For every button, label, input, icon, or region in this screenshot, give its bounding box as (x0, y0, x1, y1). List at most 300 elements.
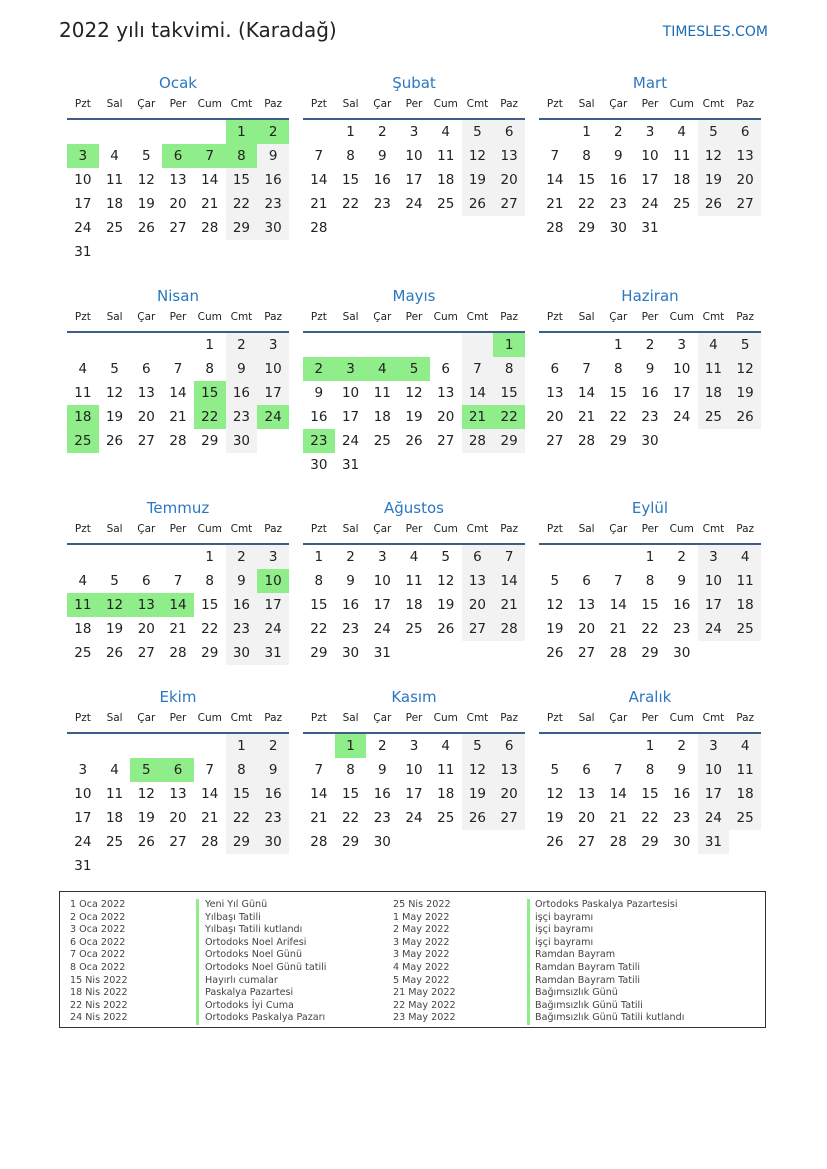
day-cell: 2 (677, 738, 686, 754)
weekday-header (539, 94, 761, 120)
legend-date: 7 Oca 2022 (70, 949, 126, 961)
day-cell: 14 (462, 381, 494, 405)
day-cell: 2 (226, 333, 258, 357)
day-cell: 15 (341, 172, 360, 188)
day-cell: 24 (673, 409, 691, 425)
day-cell: 7 (493, 545, 525, 569)
day-cell: 28 (462, 429, 494, 453)
legend-date: 22 Nis 2022 (70, 999, 128, 1011)
day-cell: 7 (194, 144, 226, 168)
day-cell: 22 (609, 409, 627, 425)
day-cell: 30 (226, 641, 258, 665)
legend-holiday-name: Yılbaşı Tatili (205, 911, 261, 923)
day-cell: 19 (105, 409, 124, 425)
legend-dates-right (393, 899, 456, 1025)
legend-holiday-name: Ortodoks Noel Arifesi (205, 936, 307, 948)
day-cell: 22 (226, 806, 258, 830)
day-cell: 17 (373, 597, 391, 613)
empty-cell (194, 854, 226, 878)
weekday-label: Paz (264, 712, 283, 724)
day-cell: 6 (162, 758, 194, 782)
weekday-label: Paz (736, 712, 755, 724)
day-cell: 24 (641, 196, 659, 212)
day-cell: 3 (67, 144, 99, 168)
day-cell: 30 (673, 645, 691, 661)
empty-cell (67, 333, 99, 357)
weekday-label: Paz (736, 311, 755, 323)
day-cell: 18 (105, 810, 124, 826)
day-cell: 1 (335, 734, 367, 758)
day-cell: 11 (729, 758, 761, 782)
day-cell: 20 (546, 409, 564, 425)
day-cell: 26 (546, 834, 564, 850)
day-grid (67, 333, 289, 453)
day-cell: 20 (493, 782, 525, 806)
site-link[interactable]: TIMESLES.COM (662, 24, 768, 40)
empty-cell (130, 120, 162, 144)
empty-cell (130, 240, 162, 264)
day-cell: 10 (698, 569, 730, 593)
empty-cell (430, 830, 462, 854)
weekday-label: Cmt (230, 98, 253, 110)
weekday-label: Pzt (546, 98, 563, 110)
day-cell: 20 (729, 168, 761, 192)
day-cell: 23 (673, 810, 691, 826)
legend-date: 2 Oca 2022 (70, 911, 126, 923)
weekday-label: Per (405, 712, 423, 724)
day-cell: 31 (74, 858, 92, 874)
day-cell: 31 (641, 220, 659, 236)
weekday-label: Çar (137, 98, 156, 110)
day-cell: 5 (398, 357, 430, 381)
month-block (539, 497, 761, 665)
day-cell: 9 (346, 573, 355, 589)
day-cell: 28 (546, 220, 564, 236)
empty-cell (462, 453, 494, 477)
day-cell: 19 (405, 409, 423, 425)
day-cell: 25 (373, 433, 391, 449)
legend-date: 4 May 2022 (393, 961, 450, 973)
month-name: Mart (632, 74, 668, 92)
day-cell: 28 (609, 834, 627, 850)
day-cell: 11 (673, 148, 691, 164)
day-cell: 28 (310, 834, 328, 850)
day-cell: 3 (78, 762, 88, 778)
day-grid (303, 734, 525, 854)
day-cell: 27 (462, 617, 494, 641)
day-cell: 5 (110, 361, 119, 377)
day-cell: 30 (257, 830, 289, 854)
day-cell: 20 (493, 168, 525, 192)
weekday-label: Paz (500, 712, 519, 724)
day-cell: 22 (341, 196, 360, 212)
day-cell: 21 (310, 810, 328, 826)
day-cell: 16 (341, 597, 360, 613)
month-block (303, 497, 525, 665)
legend-date: 25 Nis 2022 (393, 899, 451, 910)
weekday-label: Çar (373, 311, 392, 323)
day-cell: 2 (377, 124, 387, 140)
weekday-label: Per (641, 712, 659, 724)
day-cell: 10 (341, 385, 360, 401)
day-cell: 18 (373, 409, 391, 425)
legend-date: 3 May 2022 (393, 936, 450, 948)
day-cell: 21 (169, 621, 187, 637)
legend-date: 23 May 2022 (393, 1012, 456, 1024)
weekday-label: Sal (578, 712, 595, 724)
day-cell: 24 (341, 433, 360, 449)
day-cell: 3 (257, 333, 289, 357)
legend-date: 3 Oca 2022 (70, 924, 126, 936)
day-cell: 1 (346, 124, 355, 140)
weekday-label: Paz (264, 523, 283, 535)
weekday-label: Cum (669, 523, 694, 535)
legend-holiday-name: Bağımsızlık Günü Tatili kutlandı (535, 1012, 685, 1024)
day-cell: 21 (169, 409, 187, 425)
empty-cell (602, 734, 634, 758)
day-cell: 7 (173, 361, 183, 377)
empty-cell (226, 854, 258, 878)
day-cell: 23 (257, 806, 289, 830)
day-cell: 26 (405, 433, 423, 449)
empty-cell (571, 734, 603, 758)
empty-cell (162, 120, 194, 144)
day-cell: 27 (137, 645, 155, 661)
day-grid (303, 120, 525, 240)
day-cell: 13 (169, 786, 187, 802)
weekday-header (303, 519, 525, 545)
weekday-header (303, 708, 525, 734)
weekday-label: Sal (342, 311, 359, 323)
day-cell: 17 (341, 409, 360, 425)
weekday-label: Çar (137, 712, 156, 724)
weekday-label: Cum (197, 712, 222, 724)
weekday-label: Sal (578, 311, 595, 323)
empty-cell (162, 734, 194, 758)
day-cell: 6 (462, 545, 494, 569)
legend-date: 22 May 2022 (393, 999, 456, 1011)
day-cell: 5 (462, 120, 494, 144)
day-cell: 19 (137, 196, 155, 212)
empty-cell (698, 216, 730, 240)
month-name: Temmuz (146, 499, 210, 517)
day-cell: 26 (546, 645, 564, 661)
day-cell: 8 (645, 573, 655, 589)
weekday-label: Çar (373, 712, 392, 724)
day-cell: 16 (609, 172, 627, 188)
month-block (539, 686, 761, 854)
day-cell: 11 (405, 573, 423, 589)
day-cell: 11 (67, 593, 99, 617)
weekday-label: Cum (433, 523, 458, 535)
day-cell: 29 (641, 834, 659, 850)
day-cell: 29 (609, 433, 627, 449)
empty-cell (398, 641, 430, 665)
weekday-label: Paz (500, 311, 519, 323)
day-cell: 31 (373, 645, 391, 661)
day-cell: 12 (137, 786, 155, 802)
day-cell: 13 (577, 597, 596, 613)
day-cell: 5 (462, 734, 494, 758)
day-cell: 10 (698, 758, 730, 782)
day-cell: 10 (74, 786, 92, 802)
weekday-label: Çar (373, 98, 392, 110)
day-cell: 30 (310, 457, 328, 473)
day-cell: 24 (257, 405, 289, 429)
day-cell: 2 (377, 738, 387, 754)
day-cell: 16 (226, 593, 258, 617)
day-cell: 23 (257, 192, 289, 216)
day-cell: 11 (373, 385, 391, 401)
empty-cell (666, 429, 698, 453)
day-cell: 16 (226, 381, 258, 405)
day-cell: 25 (437, 810, 455, 826)
day-cell: 25 (405, 621, 423, 637)
weekday-label: Paz (736, 98, 755, 110)
empty-cell (303, 734, 335, 758)
weekday-header (303, 307, 525, 333)
day-cell: 22 (341, 810, 360, 826)
legend-holiday-name: Yeni Yıl Günü (205, 899, 268, 910)
weekday-label: Sal (342, 98, 359, 110)
day-cell: 2 (303, 357, 335, 381)
day-cell: 14 (310, 172, 328, 188)
legend-date: 21 May 2022 (393, 987, 456, 999)
weekday-label: Pzt (74, 523, 91, 535)
empty-cell (729, 216, 761, 240)
day-cell: 7 (582, 361, 591, 377)
empty-cell (162, 854, 194, 878)
empty-cell (257, 429, 289, 453)
day-cell: 3 (698, 734, 730, 758)
day-cell: 7 (205, 762, 214, 778)
day-cell: 26 (698, 192, 730, 216)
legend-date: 18 Nis 2022 (70, 987, 128, 999)
day-cell: 21 (201, 196, 219, 212)
day-cell: 30 (673, 834, 691, 850)
empty-cell (303, 120, 335, 144)
weekday-label: Paz (264, 98, 283, 110)
empty-cell (539, 120, 571, 144)
weekday-label: Cmt (702, 98, 725, 110)
day-cell: 17 (405, 786, 423, 802)
day-cell: 20 (137, 409, 155, 425)
day-cell: 5 (698, 120, 730, 144)
day-cell: 26 (105, 433, 124, 449)
day-cell: 29 (201, 645, 219, 661)
weekday-label: Pzt (74, 311, 91, 323)
legend-dates-left (70, 899, 128, 1025)
empty-cell (194, 734, 226, 758)
legend-holiday-name: Ortodoks Paskalya Pazartesisi (535, 899, 678, 910)
day-cell: 9 (314, 385, 324, 401)
day-cell: 22 (493, 405, 525, 429)
day-cell: 16 (673, 786, 691, 802)
day-cell: 14 (609, 597, 627, 613)
day-cell: 12 (137, 172, 155, 188)
weekday-header (67, 519, 289, 545)
weekday-label: Çar (609, 523, 628, 535)
weekday-label: Sal (342, 523, 359, 535)
day-cell: 1 (205, 337, 214, 353)
day-cell: 29 (310, 645, 328, 661)
day-cell: 31 (341, 457, 360, 473)
day-cell: 4 (441, 124, 450, 140)
day-cell: 12 (437, 573, 455, 589)
empty-cell (398, 333, 430, 357)
empty-cell (729, 641, 761, 665)
day-cell: 17 (405, 172, 423, 188)
day-cell: 24 (74, 220, 92, 236)
day-cell: 25 (729, 806, 761, 830)
day-cell: 17 (74, 810, 92, 826)
weekday-label: Per (405, 523, 423, 535)
day-cell: 24 (405, 196, 423, 212)
day-cell: 26 (137, 220, 155, 236)
day-cell: 11 (729, 569, 761, 593)
day-cell: 15 (577, 172, 596, 188)
weekday-label: Cum (197, 311, 222, 323)
day-cell: 12 (546, 597, 564, 613)
legend-holiday-name: Ortodoks Noel Günü tatili (205, 961, 327, 973)
empty-cell (99, 854, 131, 878)
weekday-label: Per (405, 98, 423, 110)
day-cell: 13 (493, 758, 525, 782)
day-cell: 29 (641, 645, 659, 661)
day-cell: 22 (201, 621, 219, 637)
day-cell: 8 (314, 573, 324, 589)
day-cell: 18 (437, 786, 455, 802)
day-cell: 31 (698, 830, 730, 854)
day-cell: 8 (346, 762, 355, 778)
day-cell: 16 (673, 597, 691, 613)
day-cell: 9 (613, 148, 623, 164)
day-cell: 9 (677, 762, 686, 778)
day-cell: 7 (314, 148, 324, 164)
day-grid (303, 545, 525, 665)
day-cell: 16 (310, 409, 328, 425)
day-cell: 7 (550, 148, 560, 164)
day-cell: 16 (257, 782, 289, 806)
day-cell: 18 (698, 381, 730, 405)
day-cell: 15 (226, 782, 258, 806)
day-cell: 15 (609, 385, 627, 401)
day-cell: 9 (377, 762, 387, 778)
empty-cell (698, 641, 730, 665)
weekday-label: Paz (736, 523, 755, 535)
weekday-label: Çar (137, 311, 156, 323)
day-cell: 8 (582, 148, 591, 164)
weekday-label: Sal (106, 523, 123, 535)
day-cell: 15 (641, 597, 659, 613)
empty-cell (67, 545, 99, 569)
legend-date: 24 Nis 2022 (70, 1012, 128, 1024)
empty-cell (99, 545, 131, 569)
day-cell: 4 (729, 734, 761, 758)
day-cell: 19 (546, 810, 564, 826)
weekday-label: Sal (342, 712, 359, 724)
legend-holiday-name: Bağımsızlık Günü (535, 987, 618, 999)
month-name: Ağustos (384, 499, 444, 517)
weekday-label: Çar (609, 98, 628, 110)
empty-cell (430, 333, 462, 357)
day-cell: 14 (169, 385, 187, 401)
empty-cell (462, 641, 494, 665)
day-cell: 16 (373, 786, 391, 802)
day-cell: 7 (314, 762, 324, 778)
day-cell: 17 (673, 385, 691, 401)
day-cell: 1 (314, 549, 324, 565)
weekday-label: Pzt (74, 712, 91, 724)
weekday-label: Cmt (466, 712, 489, 724)
legend-date: 3 May 2022 (393, 949, 450, 961)
weekday-label: Pzt (310, 523, 327, 535)
day-cell: 23 (226, 617, 258, 641)
month-name: Nisan (157, 287, 199, 305)
weekday-label: Çar (609, 712, 628, 724)
weekday-label: Per (641, 523, 659, 535)
day-cell: 28 (201, 220, 219, 236)
day-cell: 16 (641, 385, 659, 401)
day-cell: 3 (645, 124, 655, 140)
weekday-label: Cum (197, 523, 222, 535)
day-cell: 20 (577, 810, 596, 826)
day-cell: 7 (613, 762, 623, 778)
day-grid (539, 545, 761, 665)
month-name: Eylül (631, 499, 669, 517)
day-cell: 4 (729, 545, 761, 569)
legend-date: 1 May 2022 (393, 911, 450, 923)
day-cell: 13 (577, 786, 596, 802)
day-cell: 20 (169, 810, 187, 826)
legend-names-left (205, 899, 326, 1025)
weekday-label: Sal (106, 712, 123, 724)
weekday-label: Per (169, 98, 187, 110)
month-name: Aralık (628, 688, 672, 706)
empty-cell (366, 333, 398, 357)
day-cell: 23 (373, 196, 391, 212)
legend-holiday-name: Ramdan Bayram (535, 949, 616, 961)
day-cell: 14 (493, 569, 525, 593)
day-cell: 4 (409, 549, 419, 565)
day-cell: 21 (546, 196, 564, 212)
day-cell: 23 (641, 409, 659, 425)
day-cell: 18 (673, 172, 691, 188)
day-cell: 8 (613, 361, 623, 377)
day-cell: 28 (609, 645, 627, 661)
holiday-legend (59, 891, 766, 1028)
day-cell: 7 (613, 573, 623, 589)
day-cell: 23 (673, 621, 691, 637)
empty-cell (539, 333, 571, 357)
day-cell: 20 (462, 593, 494, 617)
weekday-label: Cmt (230, 523, 253, 535)
weekday-header (67, 307, 289, 333)
month-block (539, 72, 761, 240)
empty-cell (130, 734, 162, 758)
day-cell: 6 (582, 573, 591, 589)
day-cell: 13 (137, 385, 155, 401)
empty-cell (303, 333, 335, 357)
day-cell: 2 (257, 120, 289, 144)
day-cell: 15 (194, 381, 226, 405)
day-cell: 2 (677, 549, 686, 565)
day-cell: 9 (677, 573, 686, 589)
day-cell: 24 (74, 834, 92, 850)
legend-separator (196, 899, 199, 1025)
empty-cell (539, 734, 571, 758)
day-cell: 9 (645, 361, 655, 377)
